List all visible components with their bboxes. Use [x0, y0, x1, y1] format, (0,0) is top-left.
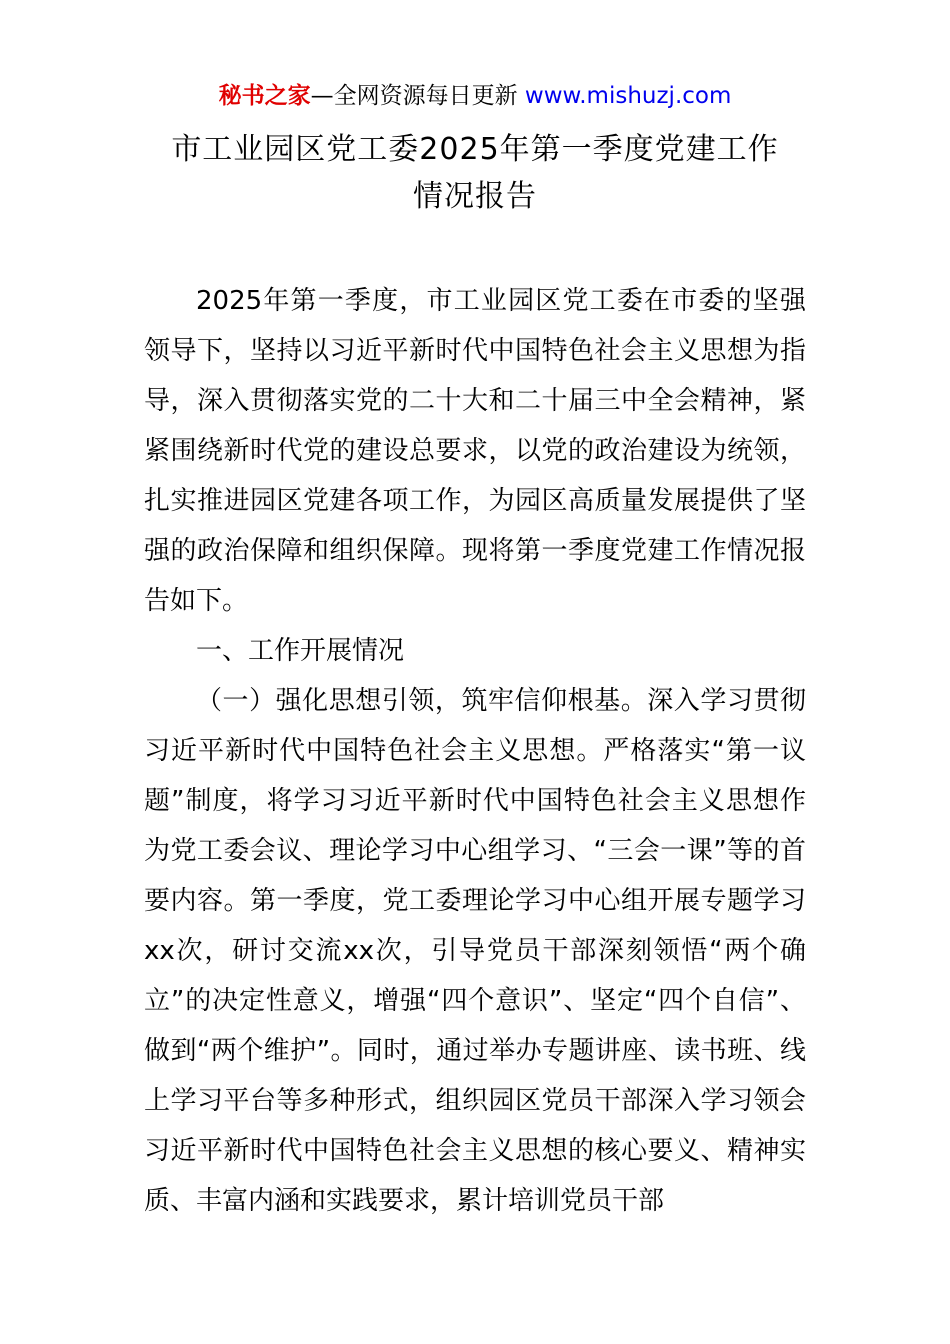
section-heading: 一、工作开展情况: [196, 636, 405, 666]
subsection-paragraph: （一）强化思想引领，筑牢信仰根基。深入学习贯彻习近平新时代中国特色社会主义思想。严格落实“第一议题”制度，将学习习近平新时代中国特色社会主义思想作为党工委会议、理论学习中心组学习、“三会一课”等的首要内容。第一季度，党工委理论学习中心组开展专题学习xx次，研讨交流xx次，引导党员干部深刻领悟“两个确立”的决定性意义，增强“四个意识”、坚定“四个自信”、做到“两个维护”。同时，通过举办专题讲座、读书班、线上学习平台等多种形式，组织园区党员干部深入学习领会习近平新时代中国特色社会主义思想的核心要义、精神实质、丰富内涵和实践要求，累计培训党员干部: [144, 686, 806, 1216]
watermark-url[interactable]: www.mishuzj.com: [524, 83, 732, 109]
title-line-1: 市工业园区党工委2025年第一季度党建工作: [171, 132, 779, 167]
document-title: [100, 126, 850, 220]
site-watermark: [0, 80, 950, 112]
intro-paragraph: 2025年第一季度，市工业园区党工委在市委的坚强领导下，坚持以习近平新时代中国特色社会主义思想为指导，深入贯彻落实党的二十大和二十届三中全会精神，紧紧围绕新时代党的建设总要求，以党的政治建设为统领，扎实推进园区党建各项工作，为园区高质量发展提供了坚强的政治保障和组织保障。现将第一季度党建工作情况报告如下。: [144, 286, 806, 616]
watermark-brand: 秘书之家: [218, 83, 311, 109]
document-body: [144, 276, 806, 1226]
title-line-2: 情况报告: [413, 179, 537, 214]
watermark-tagline: —全网资源每日更新: [310, 83, 525, 109]
